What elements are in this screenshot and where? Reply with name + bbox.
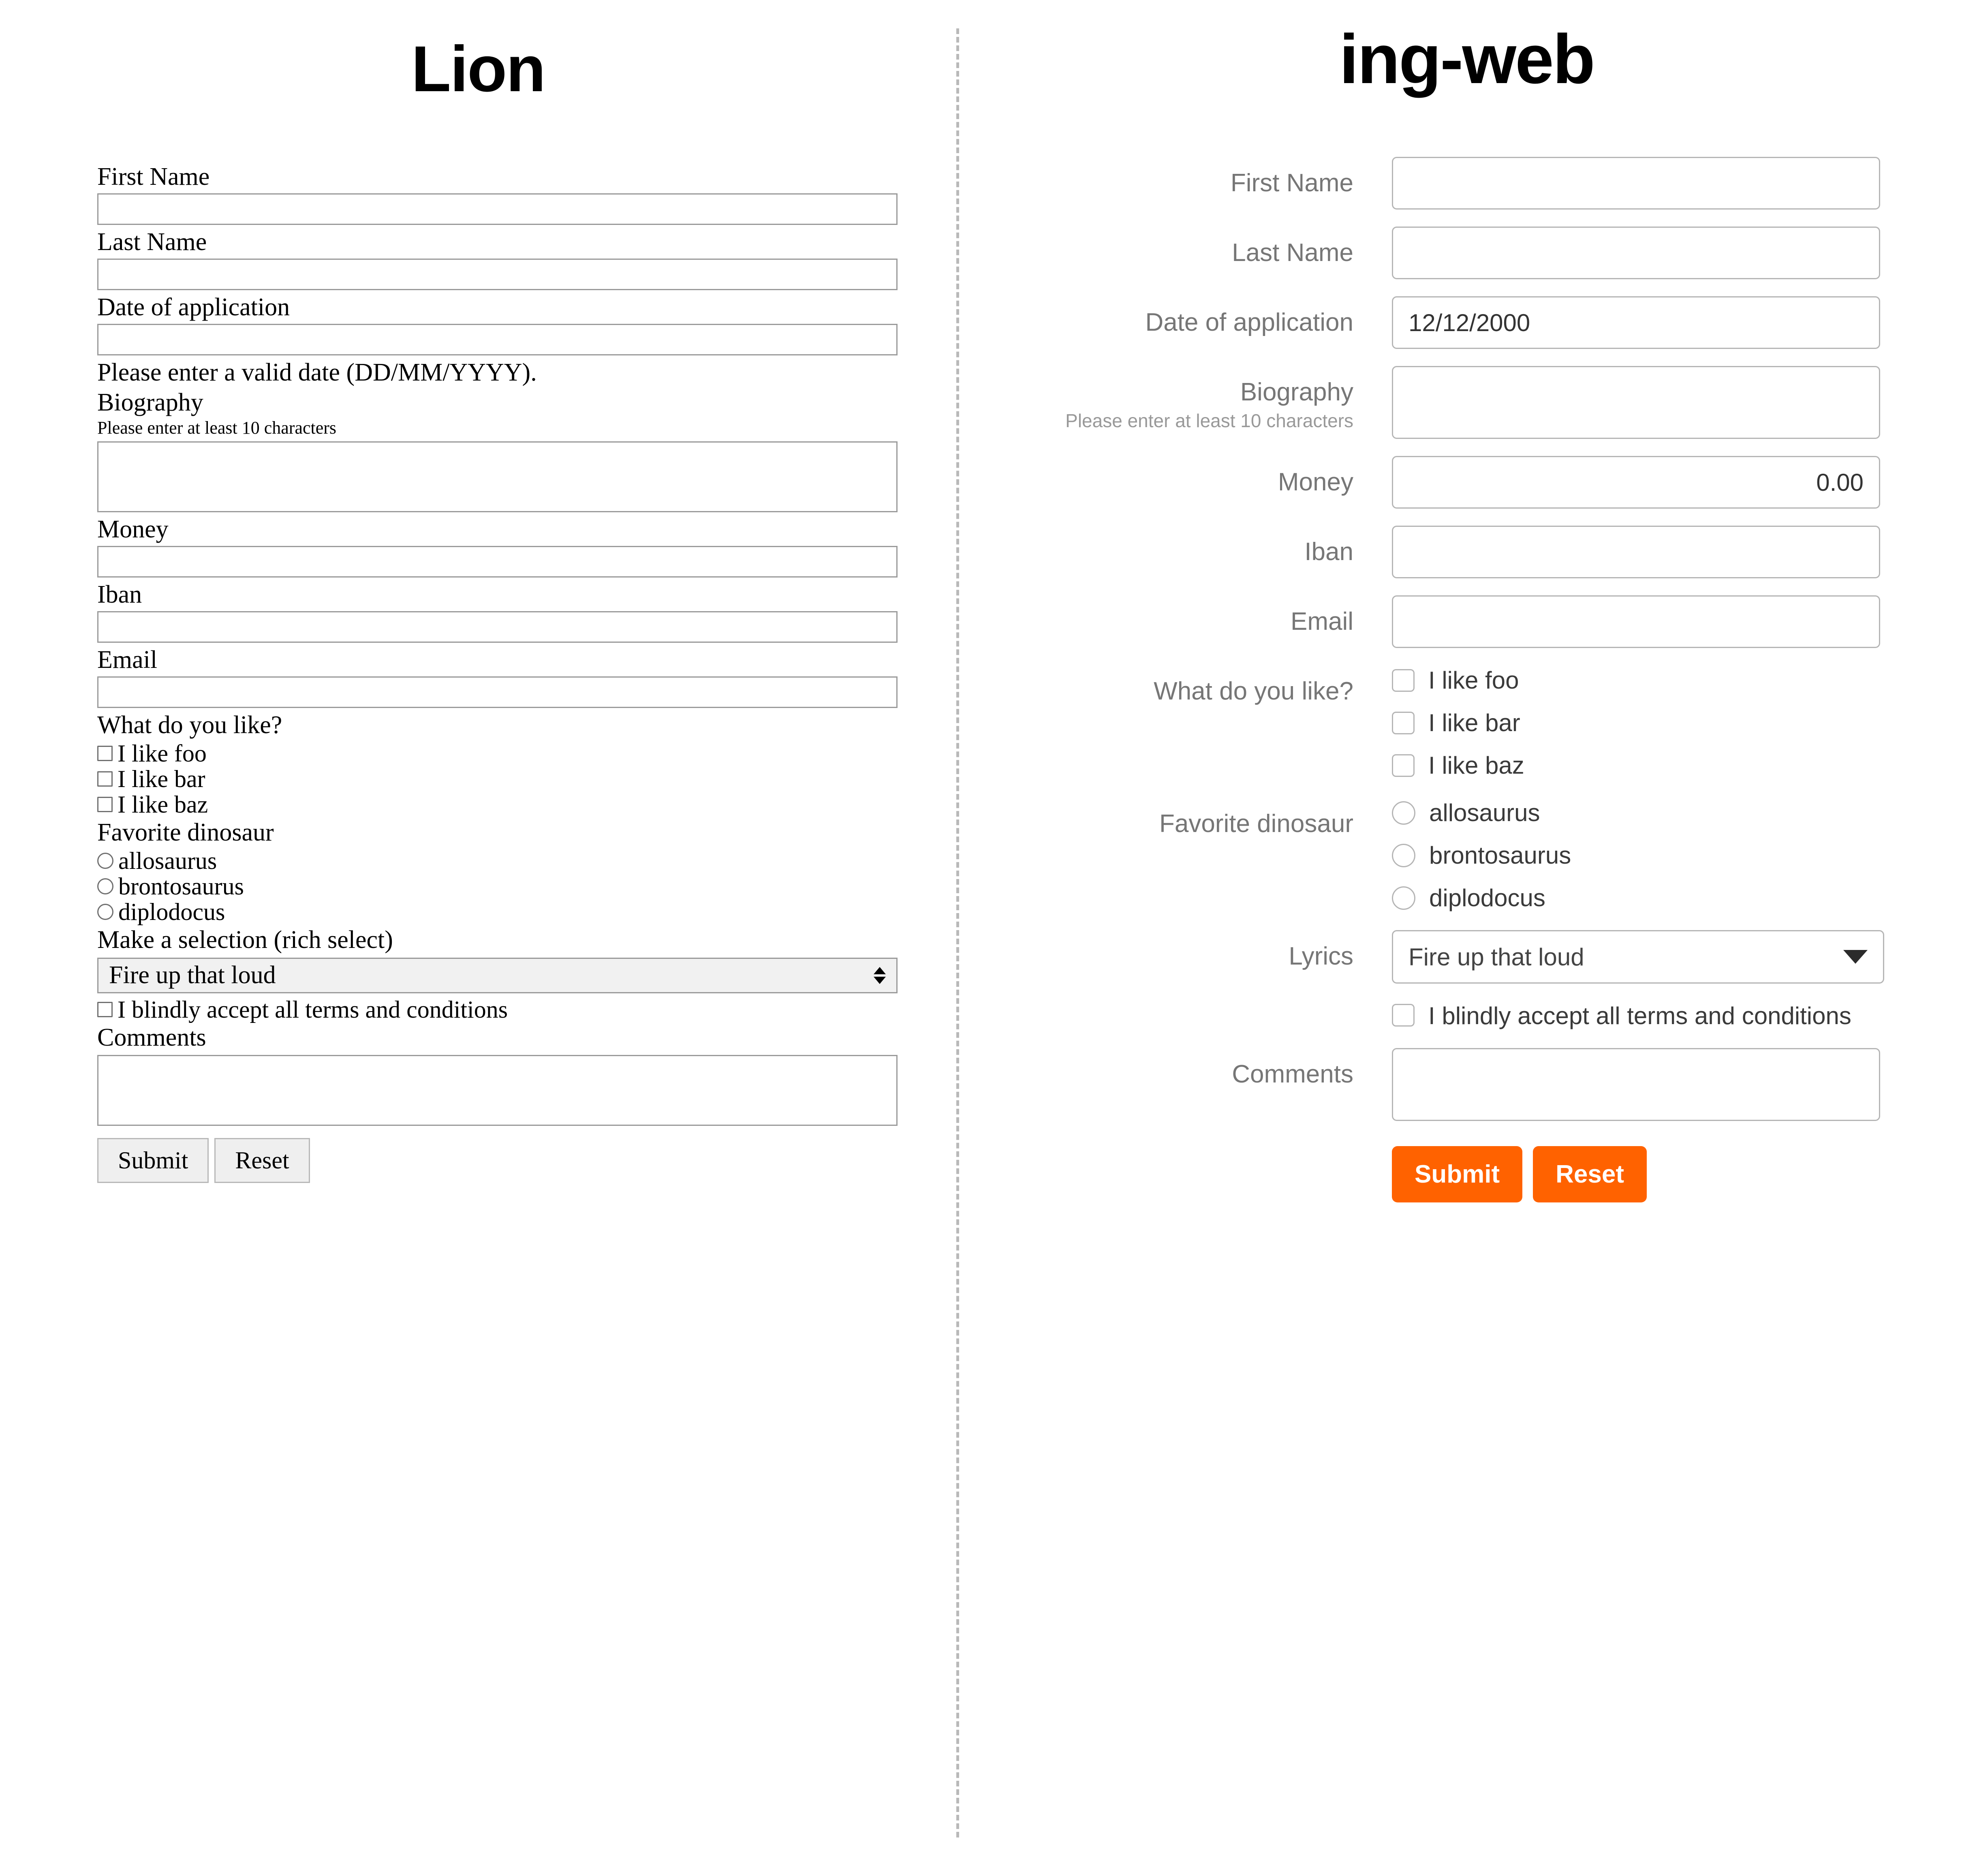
money-input[interactable]: 0.00 — [1392, 456, 1880, 509]
dinosaur-row — [956, 798, 1977, 913]
left-panel-title: Lion — [411, 32, 545, 105]
dinosaur-group-label: Favorite dinosaur — [1159, 810, 1353, 838]
biography-row — [956, 366, 1977, 439]
email-input[interactable] — [97, 676, 898, 708]
lyrics-select[interactable] — [1392, 930, 1884, 984]
email-field-col — [1392, 595, 1890, 648]
biography-label: Biography — [1240, 378, 1353, 406]
checkbox-icon[interactable] — [97, 771, 113, 787]
last-name-label-col — [956, 227, 1392, 267]
checkbox-icon[interactable] — [97, 797, 113, 812]
checkbox-row[interactable] — [97, 792, 891, 817]
date-of-application-input[interactable] — [97, 324, 898, 355]
comments-field-col — [1392, 1048, 1890, 1121]
rich-select-label: Make a selection (rich select) — [97, 926, 393, 954]
actions-field-col — [1392, 1138, 1890, 1202]
first-name-input[interactable] — [97, 193, 898, 225]
chevron-down-icon[interactable] — [1843, 950, 1868, 964]
likes-row — [956, 665, 1977, 781]
first-name-label: First Name — [1230, 169, 1353, 197]
terms-checkbox-row[interactable] — [1392, 1001, 1884, 1031]
rich-select[interactable] — [97, 958, 898, 993]
submit-button[interactable]: Submit — [1392, 1146, 1522, 1202]
likes-label-col — [956, 665, 1392, 705]
terms-label: I blindly accept all terms and conditions — [118, 996, 508, 1023]
biography-textarea[interactable] — [1392, 366, 1880, 439]
reset-button[interactable]: Reset — [1533, 1146, 1647, 1202]
radio-icon[interactable] — [1392, 801, 1415, 825]
radio-icon[interactable] — [97, 904, 113, 920]
radio-label: diplodocus — [1429, 884, 1545, 911]
money-label: Money — [1278, 468, 1353, 496]
ingweb-form — [956, 157, 1977, 1202]
date-label-col — [956, 296, 1392, 336]
reset-button[interactable]: Reset — [214, 1138, 310, 1183]
last-name-label: Last Name — [97, 228, 207, 256]
email-label: Email — [1290, 608, 1353, 635]
first-name-row — [956, 157, 1977, 210]
checkbox-icon[interactable] — [97, 1002, 113, 1017]
radio-icon[interactable] — [97, 853, 113, 869]
checkbox-row[interactable] — [1392, 708, 1890, 738]
comments-label-col — [956, 1048, 1392, 1088]
lyrics-select-value: Fire up that loud — [1408, 943, 1584, 971]
radio-row[interactable] — [1392, 883, 1890, 913]
chevron-up-icon — [874, 967, 886, 974]
date-of-application-label: Date of application — [97, 293, 290, 321]
iban-input[interactable] — [97, 611, 898, 643]
likes-group-label: What do you like? — [1154, 677, 1353, 705]
iban-field-col — [1392, 526, 1890, 578]
biography-textarea[interactable] — [97, 441, 898, 512]
radio-row[interactable] — [1392, 798, 1890, 828]
native-form — [97, 162, 891, 1183]
date-of-application-label: Date of application — [1145, 308, 1353, 336]
money-field-col — [1392, 456, 1890, 509]
biography-label: Biography — [97, 388, 203, 416]
date-field-col — [1392, 296, 1890, 349]
radio-row[interactable] — [1392, 840, 1890, 871]
first-name-field-col — [1392, 157, 1890, 210]
email-label: Email — [97, 646, 158, 674]
checkbox-icon[interactable] — [1392, 1004, 1415, 1027]
rich-select-value: Fire up that loud — [109, 961, 276, 989]
terms-checkbox-row[interactable] — [97, 997, 891, 1022]
iban-row — [956, 526, 1977, 578]
checkbox-icon[interactable] — [1392, 669, 1415, 692]
email-input[interactable] — [1392, 595, 1880, 648]
last-name-label: Last Name — [1232, 239, 1353, 267]
checkbox-label: I like baz — [118, 791, 208, 818]
iban-label-col — [956, 526, 1392, 566]
terms-label-col — [956, 1001, 1392, 1013]
iban-label: Iban — [1304, 538, 1353, 566]
radio-row[interactable] — [97, 849, 891, 873]
last-name-field-col — [1392, 227, 1890, 279]
money-label: Money — [97, 515, 169, 543]
biography-hint: Please enter at least 10 characters — [1065, 410, 1353, 432]
checkbox-label: I like foo — [118, 740, 207, 767]
money-row — [956, 456, 1977, 509]
money-input[interactable] — [97, 546, 898, 578]
checkbox-label: I like baz — [1428, 752, 1524, 779]
right-panel-title: ing-web — [1339, 20, 1594, 98]
right-panel-ingweb — [956, 0, 1977, 1876]
radio-row[interactable] — [97, 900, 891, 924]
likes-group-label: What do you like? — [97, 711, 282, 739]
first-name-label: First Name — [97, 163, 210, 190]
radio-label: diplodocus — [118, 898, 225, 926]
comments-label: Comments — [97, 1023, 206, 1051]
checkbox-icon[interactable] — [1392, 712, 1415, 734]
first-name-input[interactable] — [1392, 157, 1880, 210]
lyrics-label: Lyrics — [1289, 942, 1353, 970]
dinosaur-options — [1392, 798, 1890, 913]
likes-options — [1392, 665, 1890, 781]
email-row — [956, 595, 1977, 648]
radio-label: brontosaurus — [118, 873, 244, 900]
radio-icon[interactable] — [1392, 886, 1415, 910]
comments-label: Comments — [1232, 1060, 1353, 1088]
checkbox-label: I like foo — [1428, 667, 1519, 694]
last-name-input[interactable] — [97, 259, 898, 290]
checkbox-icon[interactable] — [97, 746, 113, 761]
comments-row — [956, 1048, 1977, 1121]
radio-label: brontosaurus — [1429, 842, 1571, 869]
date-of-application-row — [956, 296, 1977, 349]
lyrics-field-col — [1392, 930, 1890, 984]
lyrics-label-col — [956, 930, 1392, 970]
biography-hint: Please enter at least 10 characters — [97, 417, 337, 438]
left-panel-native — [0, 0, 956, 1876]
terms-field-col — [1392, 1001, 1890, 1031]
checkbox-row[interactable] — [97, 767, 891, 791]
date-of-application-input[interactable]: 12/12/2000 — [1392, 296, 1880, 349]
checkbox-row[interactable] — [97, 741, 891, 766]
iban-input[interactable] — [1392, 526, 1880, 578]
first-name-label-col — [956, 157, 1392, 197]
biography-field-col — [1392, 366, 1890, 439]
chevron-down-icon — [874, 977, 886, 984]
radio-label: allosaurus — [1429, 799, 1540, 826]
dinosaur-group-label: Favorite dinosaur — [97, 819, 274, 847]
checkbox-label: I like bar — [1428, 709, 1520, 736]
actions-row — [956, 1138, 1977, 1202]
comments-textarea[interactable] — [1392, 1048, 1880, 1121]
iban-label: Iban — [97, 580, 142, 608]
date-error-message: Please enter a valid date (DD/MM/YYYY). — [97, 359, 537, 387]
last-name-input[interactable] — [1392, 227, 1880, 279]
radio-icon[interactable] — [1392, 844, 1415, 867]
actions-label-col — [956, 1138, 1392, 1150]
terms-row — [956, 1001, 1977, 1031]
biography-label-col — [956, 366, 1392, 432]
money-label-col — [956, 456, 1392, 496]
checkbox-row[interactable] — [1392, 750, 1890, 781]
dinosaur-label-col — [956, 798, 1392, 838]
checkbox-row[interactable] — [1392, 665, 1890, 695]
lyrics-row — [956, 930, 1977, 984]
terms-label: I blindly accept all terms and conditions — [1428, 1002, 1851, 1029]
form-actions — [97, 1138, 891, 1183]
email-label-col — [956, 595, 1392, 635]
last-name-row — [956, 227, 1977, 279]
submit-button[interactable]: Submit — [97, 1138, 209, 1183]
form-actions — [1392, 1146, 1890, 1202]
radio-row[interactable] — [97, 874, 891, 898]
radio-icon[interactable] — [97, 878, 113, 894]
checkbox-icon[interactable] — [1392, 754, 1415, 777]
select-spinner-icon[interactable] — [874, 967, 886, 984]
radio-label: allosaurus — [118, 847, 217, 875]
checkbox-label: I like bar — [118, 766, 205, 793]
comments-textarea[interactable] — [97, 1055, 898, 1126]
